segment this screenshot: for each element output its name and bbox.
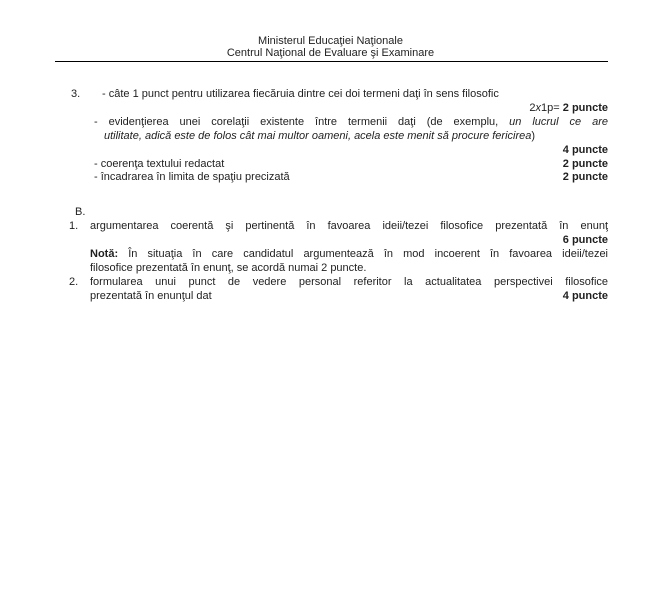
score-points: 6 puncte <box>562 234 608 247</box>
note-text: În situaţia în care candidatul argumentează în mod incoerent în favoarea ideii/tezei <box>128 248 609 261</box>
item3-bullet3 <box>94 158 608 172</box>
item3-bullet1-text: câte 1 punct pentru utilizarea fiecăruia dintre cei doi termeni daţi în sens filosofic <box>108 88 499 100</box>
score-points: 2 puncte <box>562 101 608 114</box>
bullet-dash: - <box>94 171 98 184</box>
score-points: 2 puncte <box>562 171 608 184</box>
item3-bullet2-example-italic: un lucrul ce are <box>509 115 609 128</box>
score-points: 4 puncte <box>562 289 608 302</box>
close-paren: ) <box>531 129 536 142</box>
item3-bullet4-text-group <box>94 171 290 185</box>
note-label: Notă: <box>90 248 119 261</box>
item1-note-line1 <box>90 248 608 262</box>
document-header <box>0 0 661 59</box>
header-ministry: Ministerul Educaţiei Naţionale <box>258 35 403 47</box>
section-b <box>55 206 608 303</box>
score-points: 2 puncte <box>562 157 608 170</box>
item1-points-line <box>55 234 608 248</box>
item3-bullet2-points-line <box>55 144 608 158</box>
item3-bullet4-text: încadrarea în limita de spaţiu precizată <box>100 171 290 184</box>
score-points: 4 puncte <box>562 143 608 156</box>
sectionb-item2-line1 <box>55 276 608 290</box>
sectionb-item2-line2 <box>90 290 608 304</box>
item2-text: formularea unui punct de vedere personal referitor la actualitatea perspectivei filosofice <box>90 275 608 288</box>
header-center: Centrul Naţional de Evaluare şi Examinare <box>226 47 435 59</box>
bullet-dash: - <box>94 157 98 170</box>
item2-number: 2. <box>69 275 79 288</box>
item3-bullet2-example-italic: utilitate, adică este de folos cât mai multor oameni, acela este menit să procure fericirea <box>104 129 532 142</box>
formula-per-point: 1p= <box>541 101 560 114</box>
score-formula <box>529 102 559 114</box>
item3-bullet2-line2 <box>104 130 608 144</box>
item3-bullet4 <box>94 171 608 185</box>
item3-number: 3. <box>71 88 81 100</box>
item3-bullet1 <box>102 88 499 102</box>
item2-text-continued: prezentată în enunţul dat <box>90 289 212 302</box>
formula-multiplier: 2 <box>529 101 536 114</box>
item3-line1 <box>55 88 608 102</box>
item3-bullet3-text-group <box>94 158 224 172</box>
document-body <box>55 62 608 304</box>
item1-note-line2: filosofice prezentată în enunţ, se acordă numai 2 puncte. <box>90 261 367 274</box>
item3-bullet2-line1 <box>94 116 608 130</box>
bullet-dash: - <box>102 88 106 100</box>
item1-number: 1. <box>69 220 79 233</box>
section-b-label: B. <box>75 206 86 219</box>
formula-times: x <box>535 101 542 114</box>
item3-score1-line <box>55 102 608 116</box>
sectionb-item1-line1 <box>55 220 608 234</box>
item1-text: argumentarea coerentă şi pertinentă în favoarea ideii/tezei filosofice prezentată în enunţ <box>90 220 608 233</box>
bullet-dash: - <box>94 115 98 128</box>
item3-bullet3-text: coerenţa textului redactat <box>100 157 225 170</box>
item3-bullet2-text: evidenţierea unei corelaţii existente între termenii daţi (de exemplu, <box>108 115 499 128</box>
